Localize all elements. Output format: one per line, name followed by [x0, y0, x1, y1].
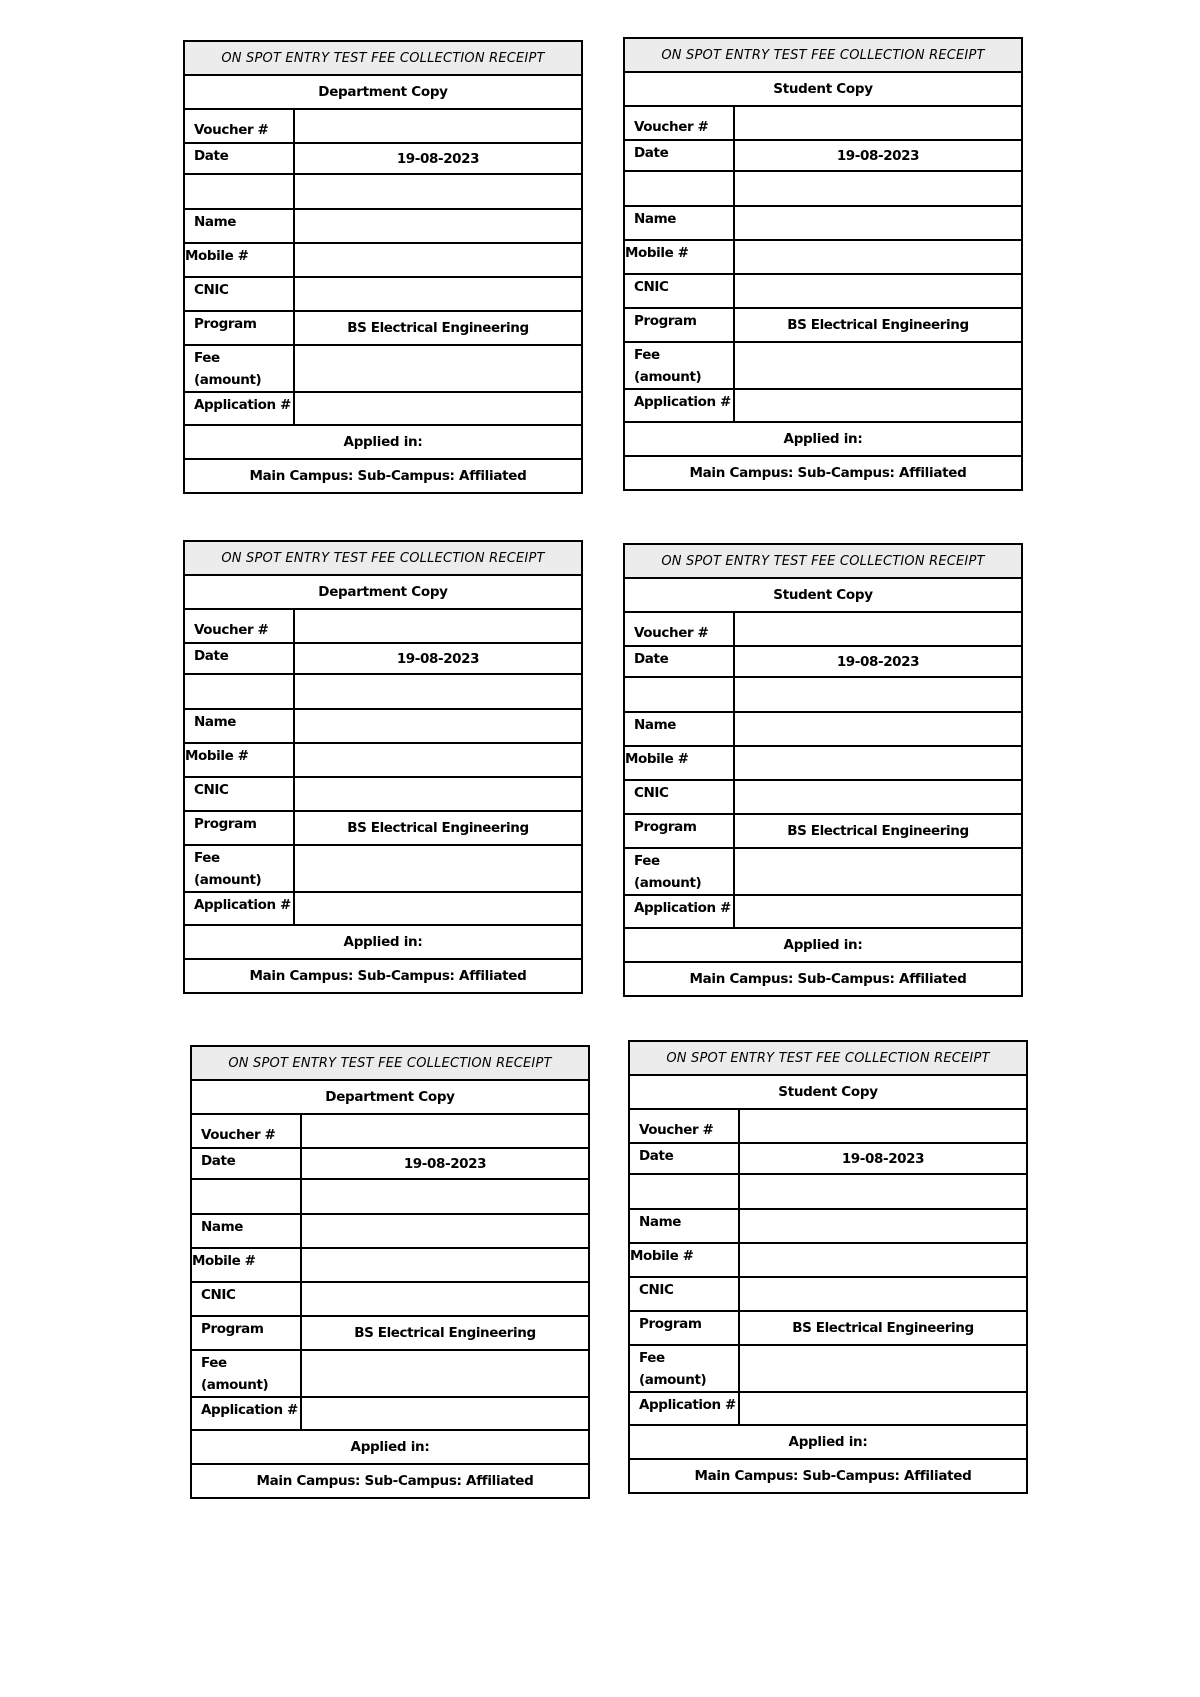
campus-options [630, 1458, 1026, 1492]
date-value: 19-08-2023 [396, 150, 480, 167]
applied-in-label: Applied in: [192, 1429, 588, 1463]
cnic-value [735, 275, 1021, 307]
application-value [302, 1398, 588, 1429]
applied-in-label: Applied in: [630, 1424, 1026, 1458]
date-value: 19-08-2023 [841, 1150, 925, 1167]
voucher-label: Voucher # [185, 110, 295, 142]
name-value [735, 713, 1021, 745]
program-value: BS Electrical Engineering [347, 820, 529, 836]
campus-options-text: Main Campus: Sub-Campus: Affiliated [689, 971, 967, 987]
program-label: Program [630, 1312, 740, 1344]
applied-in-label: Applied in: [185, 424, 581, 458]
blank-label [630, 1175, 740, 1208]
fee-label [185, 846, 295, 891]
campus-options-text: Main Campus: Sub-Campus: Affiliated [256, 1473, 534, 1489]
program-label: Program [625, 815, 735, 847]
blank-value [740, 1175, 1026, 1208]
program-value: BS Electrical Engineering [787, 823, 969, 839]
mobile-label: Mobile # [192, 1249, 302, 1281]
fee-label-line2: (amount) [634, 875, 702, 891]
name-label: Name [625, 207, 735, 239]
copy-type-label: Department Copy [185, 74, 581, 108]
receipt-department-copy-1 [183, 40, 583, 494]
mobile-value [740, 1244, 1026, 1276]
mobile-label: Mobile # [630, 1244, 740, 1276]
blank-label [625, 678, 735, 711]
mobile-label: Mobile # [185, 744, 295, 776]
voucher-label: Voucher # [185, 610, 295, 642]
receipt-title: ON SPOT ENTRY TEST FEE COLLECTION RECEIPT [192, 1047, 588, 1079]
application-value [295, 893, 581, 924]
program-value: BS Electrical Engineering [792, 1320, 974, 1336]
campus-options [192, 1463, 588, 1497]
receipt-title: ON SPOT ENTRY TEST FEE COLLECTION RECEIPT [185, 542, 581, 574]
receipt-title: ON SPOT ENTRY TEST FEE COLLECTION RECEIPT [625, 39, 1021, 71]
cnic-value [735, 781, 1021, 813]
blank-value [735, 678, 1021, 711]
date-label: Date [192, 1149, 302, 1178]
date-label: Date [185, 644, 295, 673]
application-label: Application # [185, 893, 295, 924]
mobile-label: Mobile # [625, 241, 735, 273]
receipt-title: ON SPOT ENTRY TEST FEE COLLECTION RECEIPT [630, 1042, 1026, 1074]
cnic-label: CNIC [192, 1283, 302, 1315]
mobile-label: Mobile # [185, 244, 295, 276]
name-label: Name [630, 1210, 740, 1242]
date-label: Date [625, 647, 735, 676]
fee-label-line2: (amount) [194, 872, 262, 888]
copy-type-label: Department Copy [192, 1079, 588, 1113]
application-value [735, 390, 1021, 421]
applied-in-label: Applied in: [185, 924, 581, 958]
mobile-label: Mobile # [625, 747, 735, 779]
cnic-label: CNIC [630, 1278, 740, 1310]
receipt-student-copy-1 [623, 37, 1023, 491]
date-label: Date [185, 144, 295, 173]
receipt-department-copy-3 [190, 1045, 590, 1499]
fee-label-line2: (amount) [201, 1377, 269, 1393]
receipt-student-copy-3 [628, 1040, 1028, 1494]
fee-label [192, 1351, 302, 1396]
mobile-value [295, 744, 581, 776]
blank-value [302, 1180, 588, 1213]
application-label: Application # [630, 1393, 740, 1424]
blank-value [295, 675, 581, 708]
date-label: Date [630, 1144, 740, 1173]
applied-in-label: Applied in: [625, 927, 1021, 961]
campus-options-text: Main Campus: Sub-Campus: Affiliated [689, 465, 967, 481]
blank-value [735, 172, 1021, 205]
name-label: Name [192, 1215, 302, 1247]
campus-options-text: Main Campus: Sub-Campus: Affiliated [249, 468, 527, 484]
receipt-title: ON SPOT ENTRY TEST FEE COLLECTION RECEIPT [625, 545, 1021, 577]
program-label: Program [185, 812, 295, 844]
cnic-value [295, 778, 581, 810]
mobile-value [295, 244, 581, 276]
application-label: Application # [625, 390, 735, 421]
mobile-value [302, 1249, 588, 1281]
cnic-value [740, 1278, 1026, 1310]
name-value [295, 210, 581, 242]
name-value [740, 1210, 1026, 1242]
voucher-value [302, 1115, 588, 1147]
copy-type-label: Student Copy [625, 577, 1021, 611]
voucher-label: Voucher # [625, 107, 735, 139]
blank-label [192, 1180, 302, 1213]
cnic-label: CNIC [625, 781, 735, 813]
voucher-label: Voucher # [625, 613, 735, 645]
program-value: BS Electrical Engineering [347, 320, 529, 336]
fee-label-line1: Fee [634, 853, 660, 869]
fee-label-line2: (amount) [634, 369, 702, 385]
voucher-label: Voucher # [630, 1110, 740, 1142]
cnic-value [302, 1283, 588, 1315]
cnic-label: CNIC [185, 278, 295, 310]
fee-label [625, 849, 735, 894]
copy-type-label: Student Copy [630, 1074, 1026, 1108]
date-value: 19-08-2023 [403, 1155, 487, 1172]
name-label: Name [185, 710, 295, 742]
applied-in-label: Applied in: [625, 421, 1021, 455]
application-label: Application # [192, 1398, 302, 1429]
campus-options [625, 961, 1021, 995]
receipt-student-copy-2 [623, 543, 1023, 997]
date-value: 19-08-2023 [836, 653, 920, 670]
application-value [740, 1393, 1026, 1424]
fee-label-line1: Fee [634, 347, 660, 363]
name-label: Name [185, 210, 295, 242]
voucher-value [735, 613, 1021, 645]
program-label: Program [192, 1317, 302, 1349]
voucher-value [295, 610, 581, 642]
name-label: Name [625, 713, 735, 745]
fee-label [630, 1346, 740, 1391]
fee-label-line1: Fee [639, 1350, 665, 1366]
fee-value [740, 1346, 1026, 1391]
campus-options-text: Main Campus: Sub-Campus: Affiliated [249, 968, 527, 984]
fee-label-line1: Fee [194, 850, 220, 866]
receipt-department-copy-2 [183, 540, 583, 994]
cnic-value [295, 278, 581, 310]
program-label: Program [625, 309, 735, 341]
fee-value [735, 343, 1021, 388]
fee-label [185, 346, 295, 391]
fee-label-line1: Fee [201, 1355, 227, 1371]
date-label: Date [625, 141, 735, 170]
campus-options [625, 455, 1021, 489]
voucher-label: Voucher # [192, 1115, 302, 1147]
application-label: Application # [625, 896, 735, 927]
blank-label [185, 675, 295, 708]
fee-label [625, 343, 735, 388]
fee-value [302, 1351, 588, 1396]
voucher-value [295, 110, 581, 142]
receipt-title: ON SPOT ENTRY TEST FEE COLLECTION RECEIPT [185, 42, 581, 74]
cnic-label: CNIC [185, 778, 295, 810]
copy-type-label: Department Copy [185, 574, 581, 608]
campus-options [185, 458, 581, 492]
campus-options-text: Main Campus: Sub-Campus: Affiliated [694, 1468, 972, 1484]
mobile-value [735, 747, 1021, 779]
fee-value [295, 846, 581, 891]
voucher-value [735, 107, 1021, 139]
date-value: 19-08-2023 [836, 147, 920, 164]
blank-label [625, 172, 735, 205]
name-value [735, 207, 1021, 239]
voucher-value [740, 1110, 1026, 1142]
mobile-value [735, 241, 1021, 273]
date-value: 19-08-2023 [396, 650, 480, 667]
name-value [302, 1215, 588, 1247]
application-value [295, 393, 581, 424]
campus-options [185, 958, 581, 992]
name-value [295, 710, 581, 742]
program-value: BS Electrical Engineering [787, 317, 969, 333]
fee-value [295, 346, 581, 391]
blank-value [295, 175, 581, 208]
blank-label [185, 175, 295, 208]
program-label: Program [185, 312, 295, 344]
application-label: Application # [185, 393, 295, 424]
fee-label-line2: (amount) [194, 372, 262, 388]
fee-value [735, 849, 1021, 894]
program-value: BS Electrical Engineering [354, 1325, 536, 1341]
application-value [735, 896, 1021, 927]
cnic-label: CNIC [625, 275, 735, 307]
fee-label-line2: (amount) [639, 1372, 707, 1388]
fee-label-line1: Fee [194, 350, 220, 366]
copy-type-label: Student Copy [625, 71, 1021, 105]
